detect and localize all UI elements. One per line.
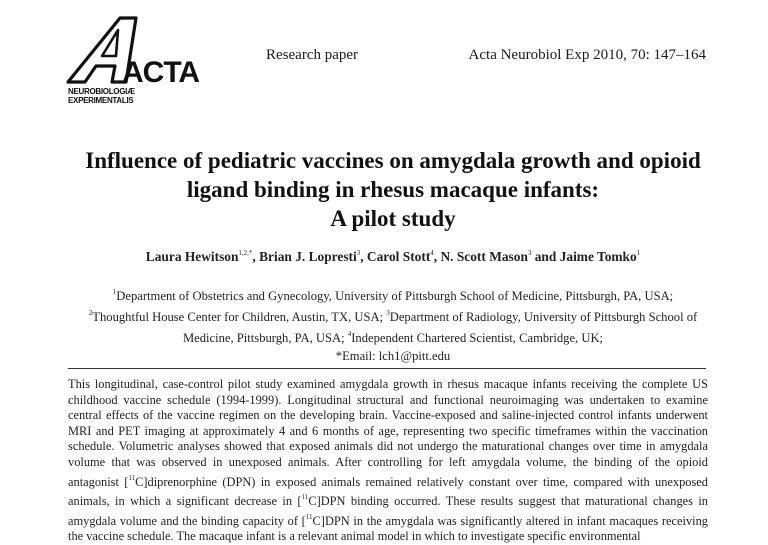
author-affiliation-mark: 3 — [356, 249, 361, 257]
author-name: Brian J. Lopresti — [259, 249, 357, 264]
logo-subtitle — [68, 87, 135, 105]
logo-subtitle-line1: NEUROBIOLOGIÆ — [68, 87, 135, 96]
affiliation-line: Medicine, Pittsburgh, PA, USA; $^4$Independent Chartered Scientist, Cambridge, UK; — [182, 330, 604, 346]
author-affiliation-mark: 4 — [430, 249, 434, 257]
author-affiliation-mark: 3 — [527, 249, 532, 257]
paper-title — [40, 146, 746, 233]
logo-cta-text: ACTA — [122, 56, 200, 89]
author-list — [40, 249, 746, 265]
abstract-text: This longitudinal, case-control pilot study examined amygdala growth in rhesus macaque infants receiving the complete US childhood vaccine schedule (1994-1999). Longitudinal structural and functional neuroimaging was undertaken to examine central effects of the vaccine regimen on the developing brain. Vaccine-exposed and saline-injected control infants underwent MRI and PET imaging at approximately 4 and 6 months of age, representing two specific timeframes within the vaccination schedule. Volumetric analyses showed that exposed animals did not undergo the maturational changes over time in amygdala volume that was observed in unexposed animals. After controlling for left amygdala volume, the binding of the opioid antagonist [$^{11}$C]diprenorphine (DPN) in exposed animals remained relatively constant over time, compared with unexposed animals, in which a significant decrease in [$^{11}$C]DPN binding occurred. These results suggest that maturational changes in amygdala volume and the binding capacity of [$^{11}$C]DPN in the amygdala was significantly altered in infant macaques receiving the vaccine schedule. The macaque infant is a relevant animal model in which to investigate specific environmental — [68, 377, 708, 544]
isotope-superscript: 11 — [128, 473, 136, 482]
title-line: Influence of pediatric vaccines on amygdala growth and opioid — [85, 148, 701, 173]
author-name: Carol Stott — [366, 249, 431, 264]
author-separator: and — [531, 249, 560, 264]
journal-citation: Acta Neurobiol Exp 2010, 70: 147–164 — [468, 47, 706, 63]
isotope-superscript: 11 — [301, 493, 309, 502]
article-type: Research paper — [266, 47, 359, 63]
title-line: ligand binding in rhesus macaque infants: — [186, 177, 600, 202]
author-separator: , — [360, 249, 367, 264]
author-name: N. Scott Mason — [440, 249, 528, 264]
section-divider — [68, 368, 706, 369]
author-affiliation-mark: 1 — [636, 249, 641, 257]
affiliation-line: $^2$Thoughtful House Center for Children, Austin, TX, USA; $^3$Department of Radiology, University of Pittsburgh School of — [88, 309, 698, 325]
author-separator: , — [433, 249, 441, 264]
title-line: A pilot study — [330, 206, 456, 231]
affiliations — [60, 284, 726, 365]
author-separator: , — [252, 249, 260, 264]
corresponding-email: *Email: lch1@pitt.edu — [335, 348, 451, 363]
affiliation-line: $^1$Department of Obstetrics and Gynecology, University of Pittsburgh School of Medicine, Pittsburgh, PA, USA; — [112, 288, 674, 303]
logo-subtitle-line2: EXPERIMENTALIS — [68, 96, 134, 105]
author-name: Jaime Tomko — [559, 249, 637, 264]
isotope-superscript: 11 — [305, 512, 313, 521]
author-affiliation-mark: 1,2,* — [238, 249, 253, 257]
author-name: Laura Hewitson — [145, 249, 239, 264]
